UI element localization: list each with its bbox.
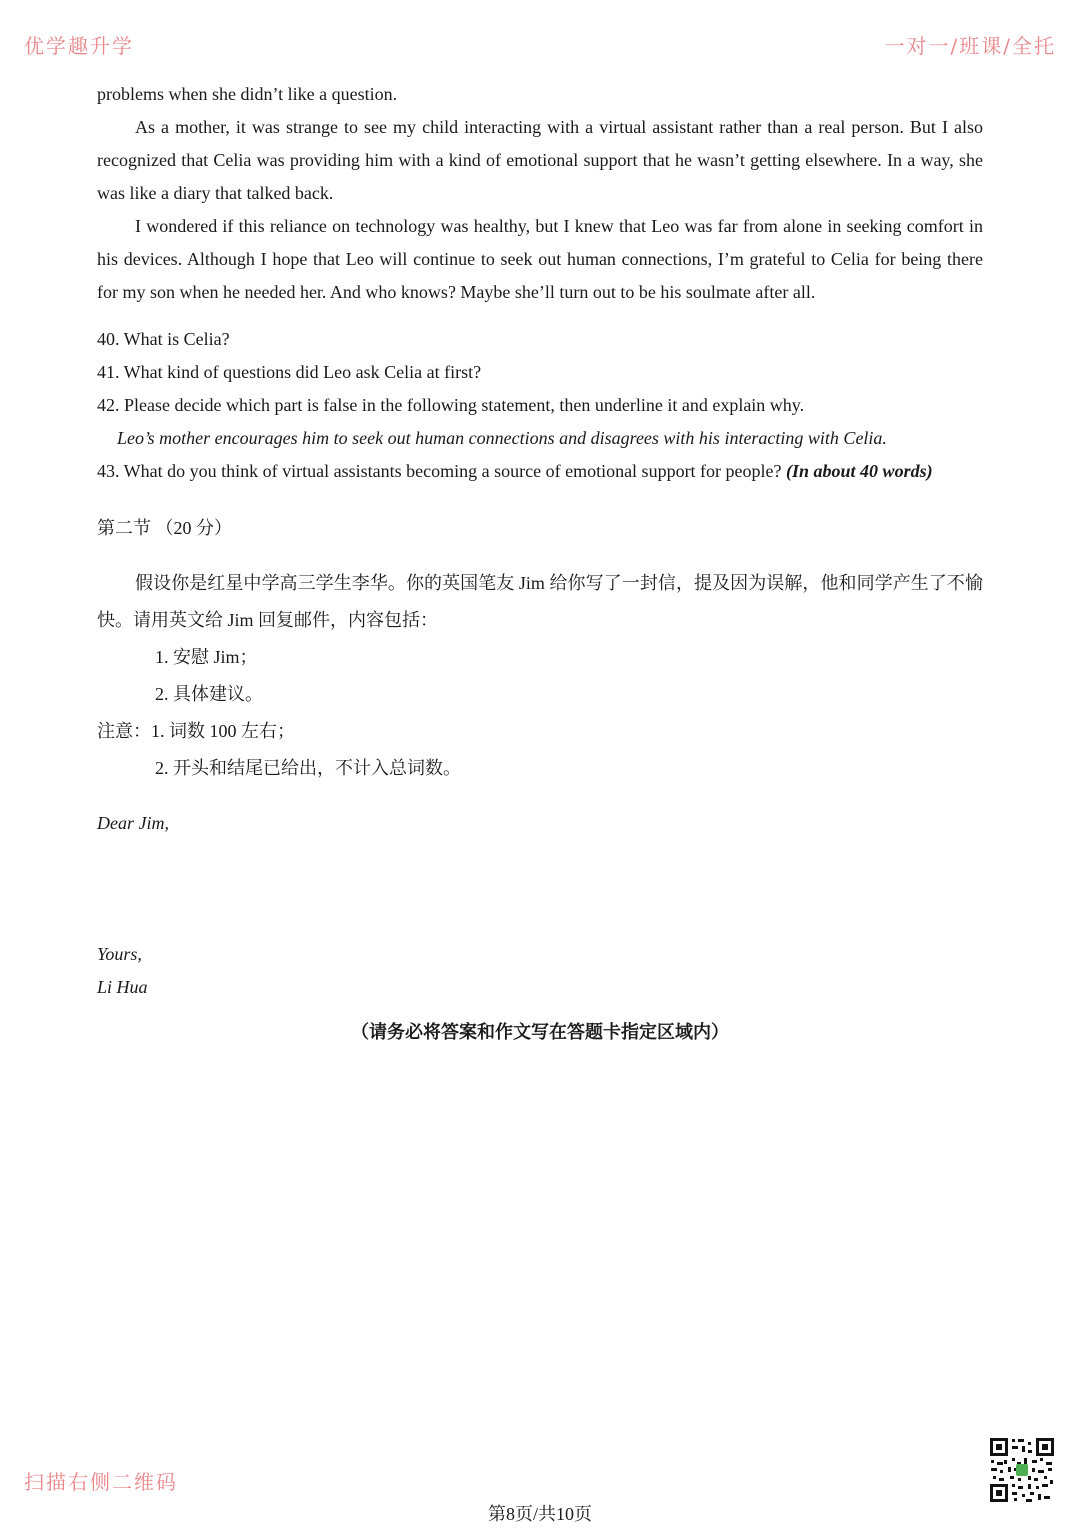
paren-open: ( — [786, 461, 793, 481]
page-number: 第8页/共10页 — [487, 1504, 592, 1524]
question-43 — [97, 455, 983, 488]
spacer — [97, 309, 983, 323]
section-2-item-2: 2. 具体建议。 — [155, 684, 263, 704]
section-2 — [97, 510, 983, 787]
word-limit: In about 40 words — [792, 461, 927, 481]
qr-code-icon[interactable] — [988, 1436, 1056, 1504]
letter-greeting: Dear Jim, — [97, 813, 169, 833]
spacer — [97, 488, 983, 510]
passage-paragraph-3: I wondered if this reliance on technology was healthy, but I knew that Leo was far from alone in seeking comfort in his devices. Although I hope that Leo will continue to seek out human connections, I’m grateful to Celia for being there for my son when he needed her. And who knows? Maybe she’ll turn out to be his soulmate after all. — [97, 216, 983, 302]
letter-signature: Li Hua — [97, 977, 148, 997]
question-42: 42. Please decide which part is false in the following statement, then underline it and explain why. — [97, 395, 805, 415]
question-43-text: 43. What do you think of virtual assistants becoming a source of emotional support for people? — [97, 461, 782, 481]
scan-qr-text: 扫描右侧二维码 — [24, 1470, 178, 1494]
spacer — [97, 547, 983, 565]
question-40: 40. What is Celia? — [97, 329, 230, 349]
paren-close: ) — [926, 461, 933, 481]
page-content — [97, 78, 983, 1004]
answer-reminder: （请务必将答案和作文写在答题卡指定区域内） — [351, 1022, 729, 1043]
section-2-item-1: 1. 安慰 Jim； — [155, 647, 258, 667]
question-43-note — [786, 461, 933, 481]
note-label: 注意： — [97, 721, 151, 741]
note-1-text: 1. 词数 100 左右； — [151, 721, 295, 741]
letter-closing: Yours, — [97, 944, 142, 964]
spacer — [97, 787, 983, 807]
passage-line-1: problems when she didn’t like a question. — [97, 84, 398, 104]
question-42-statement: Leo’s mother encourages him to seek out human connections and disagrees with his interacting with Celia. — [117, 428, 887, 448]
passage-paragraph-2: As a mother, it was strange to see my child interacting with a virtual assistant rather than a real person. But I also recognized that Celia was providing him with a kind of emotional support that he wasn’t getting elsewhere. In a way, she was like a diary that talked back. — [97, 117, 983, 203]
brand-right: 一对一/班课/全托 — [884, 34, 1056, 58]
section-2-note-1 — [97, 713, 983, 750]
section-2-note-2: 2. 开头和结尾已给出，不计入总词数。 — [155, 758, 461, 778]
section-2-title: 第二节 （20 分） — [97, 518, 232, 538]
brand-left: 优学趣升学 — [24, 34, 134, 58]
letter-body-space — [97, 840, 983, 938]
section-2-prompt: 假设你是红星中学高三学生李华。你的英国笔友 Jim 给你写了一封信，提及因为误解，他和同学产生了不愉快。请用英文给 Jim 回复邮件，内容包括： — [97, 573, 983, 630]
question-41: 41. What kind of questions did Leo ask Celia at first? — [97, 362, 482, 382]
